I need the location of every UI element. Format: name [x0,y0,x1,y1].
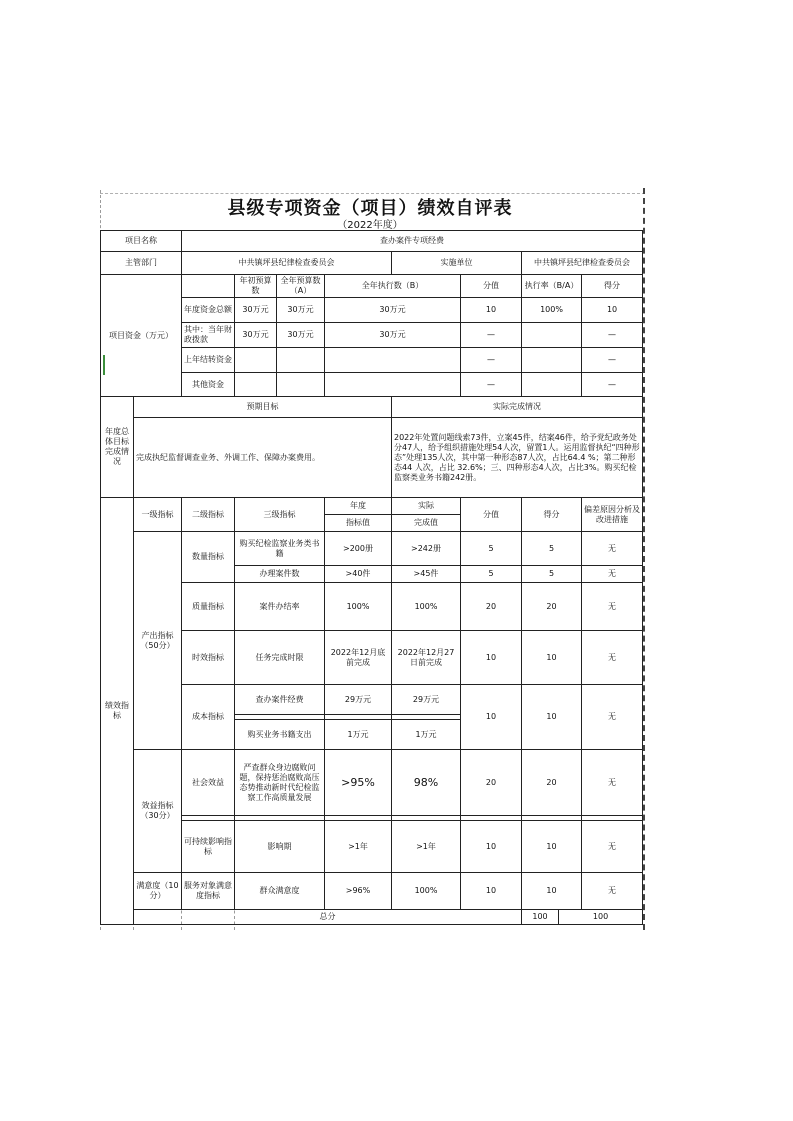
indicator-name: 群众满意度 [235,873,325,910]
expected-goal-text: 完成执纪监督调查业务、外调工作、保障办案费用。 [134,418,392,498]
fund-executed [325,373,461,397]
indicator-target: 100% [325,583,392,631]
funds-row [101,323,643,348]
project-name-value: 查办案件专项经费 [182,231,643,252]
fund-executed [325,348,461,373]
fund-item-name: 其中：当年财政拨款 [182,323,235,348]
indicator-row [101,685,643,715]
indicator-name: 查办案件经费 [235,685,325,715]
fund-annual: 30万元 [277,323,325,348]
fund-score-value: — [461,348,522,373]
indicator-name: 购买纪检监察业务类书籍 [235,532,325,566]
indicator-actual: 1万元 [392,720,461,750]
funds-row [101,348,643,373]
indicator-score: 10 [522,685,582,750]
indicator-analysis: 无 [582,750,643,816]
target-header-bottom: 指标值 [325,515,392,532]
indicator-name: 严查群众身边腐败问题，保持惩治腐败高压态势推动新时代纪检监察工作高质量发展 [235,750,325,816]
goals-header-row [101,397,643,418]
indicator-score-value: 5 [461,566,522,583]
indicator-actual: 98% [392,750,461,816]
satisfaction-level2-label: 服务对象满意度指标 [182,873,235,910]
indicator-target: >95% [325,750,392,816]
social-benefit-label: 社会效益 [182,750,235,816]
funds-header-blank [182,275,235,298]
indicator-name: 任务完成时限 [235,631,325,685]
score-header: 得分 [522,498,582,532]
indicator-actual: 29万元 [392,685,461,715]
fund-annual [277,348,325,373]
indicator-row [101,532,643,566]
indicator-row [101,821,643,873]
goals-content-row [101,418,643,498]
timeliness-indicator-label: 时效指标 [182,631,235,685]
indicator-score: 20 [522,583,582,631]
page-break-line [643,188,645,930]
indicator-row [101,583,643,631]
indicator-score: 20 [522,750,582,816]
actual-header-bottom: 完成值 [392,515,461,532]
indicator-analysis: 无 [582,631,643,685]
indicator-score-value: 5 [461,532,522,566]
fund-executed: 30万元 [325,298,461,323]
indicator-row [101,873,643,910]
indicator-row [101,631,643,685]
indicator-score-value: 10 [461,821,522,873]
level2-header: 二级指标 [182,498,235,532]
project-name-label: 项目名称 [101,231,182,252]
total-row [101,910,643,925]
indicator-name: 案件办结率 [235,583,325,631]
perf-label: 绩效指标 [101,498,134,925]
indicator-score: 5 [522,566,582,583]
fund-score: 10 [582,298,643,323]
indicator-actual: 2022年12月27日前完成 [392,631,461,685]
satisfaction-indicator-label: 满意度（10分） [134,873,182,910]
score-header: 得分 [582,275,643,298]
indicator-score: 10 [522,631,582,685]
actual-completion-text: 2022年处置问题线索73件，立案45件，结案46件，给予党纪政务处分47人，给予组织措施处理54人次，留置1人。运用监督执纪“四种形态”处理135人次，其中第一种形态87人次，占比64.4 %；第二种形态44 人次，占比 32.6%；三、四种形态4人次，占比3%。购买纪检监察类业务书籍242册。 [392,418,643,498]
executed-header: 全年执行数（B） [325,275,461,298]
funds-header-row [101,275,643,298]
fund-item-name: 其他资金 [182,373,235,397]
indicator-score-value: 10 [461,685,522,750]
fund-score-value: — [461,323,522,348]
indicator-score: 10 [522,873,582,910]
total-score: 100 [559,910,643,925]
evaluation-table [100,230,643,925]
fund-score-value: — [461,373,522,397]
indicator-target: 1万元 [325,720,392,750]
level3-header: 三级指标 [235,498,325,532]
initial-budget-header: 年初预算数 [235,275,277,298]
indicator-target: >200册 [325,532,392,566]
indicator-target: >96% [325,873,392,910]
indicator-score: 5 [522,532,582,566]
execution-rate-header: 执行率（B/A） [522,275,582,298]
project-name-row [101,231,643,252]
indicator-analysis: 无 [582,873,643,910]
fund-rate [522,323,582,348]
indicator-target: >40件 [325,566,392,583]
funds-label: 项目资金（万元） [101,275,182,397]
goals-label: 年度总体目标完成情况 [101,397,134,498]
indicator-target: 29万元 [325,685,392,715]
output-indicator-label: 产出指标（50分） [134,532,182,750]
indicator-row [101,750,643,816]
fund-initial: 30万元 [235,298,277,323]
benefit-indicator-label: 效益指标（30分） [134,750,182,873]
indicator-score: 10 [522,821,582,873]
funds-row [101,373,643,397]
indicator-score-value: 10 [461,631,522,685]
indicator-name: 影响期 [235,821,325,873]
indicator-score-value: 20 [461,583,522,631]
fund-score: — [582,323,643,348]
indicator-actual: 100% [392,873,461,910]
total-score-value: 100 [522,910,559,925]
fund-item-name: 上年结转资金 [182,348,235,373]
dept-label: 主管部门 [101,252,182,275]
fund-initial: 30万元 [235,323,277,348]
fund-rate [522,348,582,373]
indicator-analysis: 无 [582,821,643,873]
indicator-name: 购买业务书籍支出 [235,720,325,750]
indicator-actual: >1年 [392,821,461,873]
page-subtitle: （2022年度） [337,220,403,231]
fund-score: — [582,348,643,373]
actual-completion-header: 实际完成情况 [392,397,643,418]
fund-score: — [582,373,643,397]
quantity-indicator-label: 数量指标 [182,532,235,583]
indicator-actual: >242册 [392,532,461,566]
indicator-target: >1年 [325,821,392,873]
annual-budget-header: 全年预算数（A） [277,275,325,298]
indicator-actual: 100% [392,583,461,631]
expected-goal-header: 预期目标 [134,397,392,418]
level1-header: 一级指标 [134,498,182,532]
cost-indicator-label: 成本指标 [182,685,235,750]
perf-header-row [101,498,643,515]
funds-row [101,298,643,323]
score-value-header: 分值 [461,498,522,532]
indicator-analysis: 无 [582,566,643,583]
indicator-analysis: 无 [582,532,643,566]
fund-rate [522,373,582,397]
indicator-analysis: 无 [582,583,643,631]
fund-executed: 30万元 [325,323,461,348]
indicator-target: 2022年12月底前完成 [325,631,392,685]
fund-item-name: 年度资金总额 [182,298,235,323]
sustain-indicator-label: 可持续影响指标 [182,821,235,873]
fund-initial [235,348,277,373]
fund-score-value: 10 [461,298,522,323]
quality-indicator-label: 质量指标 [182,583,235,631]
indicator-score-value: 20 [461,750,522,816]
page-title: 县级专项资金（项目）绩效自评表 [227,198,513,219]
indicator-actual: >45件 [392,566,461,583]
department-row [101,252,643,275]
total-label: 总分 [134,910,522,925]
impl-unit-label: 实施单位 [392,252,522,275]
indicator-name: 办理案件数 [235,566,325,583]
dept-value: 中共镇坪县纪律检查委员会 [182,252,392,275]
score-value-header: 分值 [461,275,522,298]
actual-header-top: 实际 [392,498,461,515]
indicator-score-value: 10 [461,873,522,910]
impl-unit-value: 中共镇坪县纪律检查委员会 [522,252,643,275]
target-header-top: 年度 [325,498,392,515]
fund-annual [277,373,325,397]
fund-initial [235,373,277,397]
analysis-header: 偏差原因分析及改进措施 [582,498,643,532]
indicator-analysis: 无 [582,685,643,750]
fund-rate: 100% [522,298,582,323]
fund-annual: 30万元 [277,298,325,323]
